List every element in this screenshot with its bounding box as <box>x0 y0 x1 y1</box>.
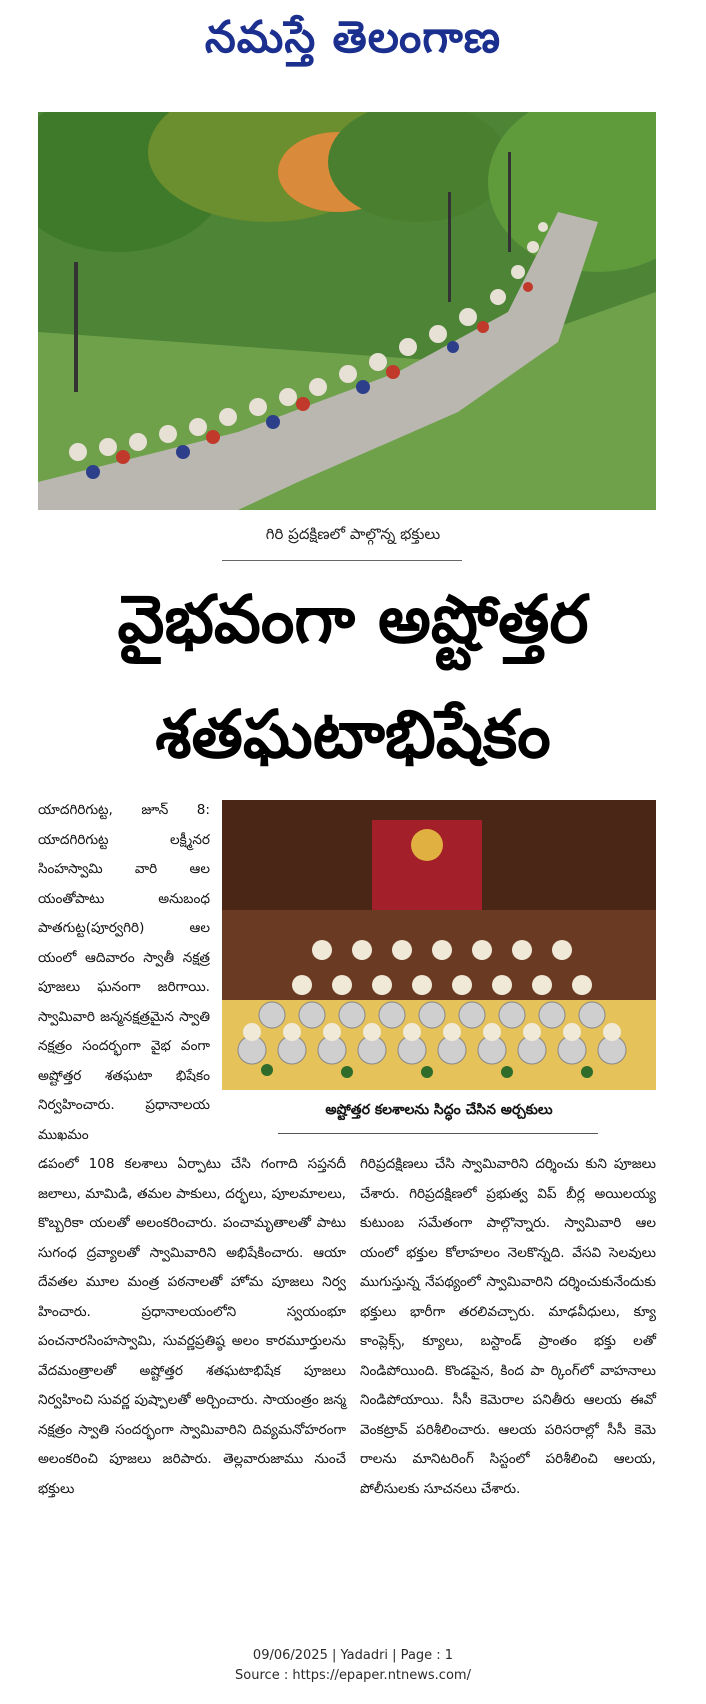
newspaper-masthead: నమస్తే తెలంగాణ <box>204 12 502 63</box>
caption-divider <box>222 560 462 561</box>
article-column-c: గిరిప్రదక్షిణలు చేసి స్వామివారిని దర్శించు కుని పూజలు చేశారు. గిరిప్రదక్షిణలో ప్రభుత్వ విప్ బీర్ల అయిలయ్య కుటుంబ సమేతంగా పాల్గొన్నారు. స్వామివారి ఆల యంలో భక్తుల కోలాహలం నెలకొన్నది. వేసవి సెలవులు ముగుస్తున్న నేపథ్యంలో స్వామివారిని దర్శించుకునేందుకు భక్తులు భారీగా తరలివచ్చారు. మాఢవీధులు, క్యూ కాంప్లెక్స్, క్యూలు, బస్టాండ్ ప్రాంతం భక్తు లతో నిండిపోయింది. కొండపైన, కింద పా ర్కింగ్‌లో వాహనాలు నిండిపోయాయి. సీసీ కెమెరాల పనితీరు ఆలయ ఈవో వెంకట్రావ్ పరిశీలించారు. ఆలయ పరిసరాల్లో సీసీ కెమె రాలను మానిటరింగ్ సిస్టంలో పరిశీలించి ఆలయ, పోలీసులకు సూచనలు చేశారు. <box>360 1156 656 1497</box>
footer-dateline: 09/06/2025 | Yadadri | Page : 1 <box>252 1648 454 1663</box>
procession-photo <box>38 112 656 510</box>
photo1-caption: గిరి ప్రదక్షిణలో పాల్గొన్న భక్తులు <box>265 525 441 543</box>
headline-line2: శతఘటాభిషేకం <box>155 696 551 773</box>
photo2-caption: అష్టోత్తర కలశాలను సిద్ధం చేసిన అర్చకులు <box>325 1102 553 1118</box>
article-column-a: యాదగిరిగుట్ట, జూన్ 8: యాదగిరిగుట్ట లక్ష్మీనర సింహస్వామి వారి ఆల యంతోపాటు అనుబంధ పాతగుట్ట(పూర్వగిరి) ఆల యంలో ఆదివారం స్వాతీ నక్షత్ర పూజలు ఘనంగా జరిగాయి. స్వామివారి జన్మనక్షత్రమైన స్వాతి నక్షత్రం సందర్భంగా వైభ వంగా అష్టోత్తర శతఘటా భిషేకం నిర్వహించారు. ప్రధానాలయ ముఖమం <box>38 802 210 1143</box>
footer-source: Source : https://epaper.ntnews.com/ <box>235 1668 471 1683</box>
caption2-divider <box>278 1133 598 1134</box>
kalasha-photo <box>222 800 656 1090</box>
headline-line1: వైభవంగా అష్టోత్తర <box>117 581 589 658</box>
article-column-b: డపంలో 108 కలశాలు ఏర్పాటు చేసి గంగాది సప్తనదీ జలాలు, మామిడి, తమల పాకులు, దర్భలు, పూలమాలలు, కొబ్బరికా యలతో అలంకరించారు. పంచామృతాలతో పాటు సుగంధ ద్రవ్యాలతో స్వామివారిని అభిషేకించారు. ఆయా దేవతల మూల మంత్ర పఠనాలతో హోమ పూజలు నిర్వ హించారు. ప్రధానాలయంలోని స్వయంభూ పంచనారసింహస్వామి, సువర్ణప్రతిష్ఠ అలం కారమూర్తులను వేదమంత్రాలతో అష్టోత్తర శతఘటాభిషేక పూజలు నిర్వహించి సువర్ణ పుష్పాలతో అర్చించారు. సాయంత్రం జన్మ నక్షత్రం స్వాతి సందర్భంగా స్వామివారిని దివ్యమనోహరంగా అలంకరించి పూజలు జరిపారు. తెల్లవారుజాము నుంచే భక్తులు <box>38 1156 346 1497</box>
